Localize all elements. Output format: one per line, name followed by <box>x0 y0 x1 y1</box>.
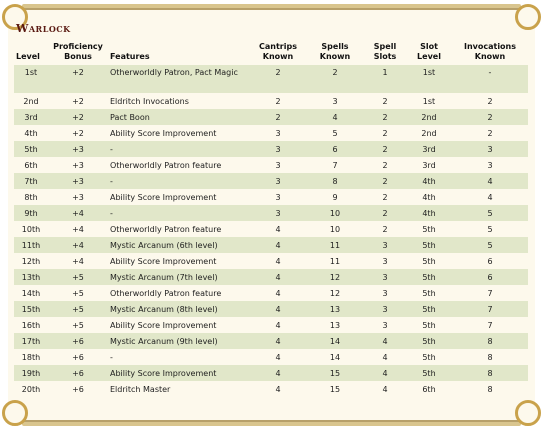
cell-features: - <box>110 176 113 186</box>
corner-ornament <box>515 4 541 30</box>
cell-cantrips: 4 <box>275 272 281 282</box>
table-row <box>14 125 528 141</box>
cell-cantrips: 4 <box>275 352 281 362</box>
stat-block-frame <box>8 8 535 422</box>
cell-features: Ability Score Improvement <box>110 320 217 330</box>
cell-level: 12th <box>21 256 41 266</box>
cell-invocations: 7 <box>487 288 493 298</box>
cell-level: 20th <box>21 384 41 394</box>
table-row <box>14 285 528 301</box>
cell-slot-level: 5th <box>422 272 436 282</box>
cell-slot-level: 5th <box>422 256 436 266</box>
cell-slots: 2 <box>382 208 388 218</box>
cell-level: 13th <box>21 272 41 282</box>
cell-slots: 4 <box>382 352 388 362</box>
cell-cantrips: 4 <box>275 320 281 330</box>
cell-slot-level: 5th <box>422 336 436 346</box>
table-row <box>14 141 528 157</box>
cell-slots: 3 <box>382 272 388 282</box>
cell-bonus: +2 <box>72 68 84 77</box>
cell-bonus: +2 <box>72 96 84 106</box>
cell-slot-level: 5th <box>422 240 436 250</box>
cell-slot-level: 5th <box>422 320 436 330</box>
cell-slot-level: 1st <box>422 96 436 106</box>
cell-slots: 3 <box>382 240 388 250</box>
table-row <box>14 333 528 349</box>
cell-cantrips: 3 <box>275 128 281 138</box>
cell-invocations: 2 <box>487 96 493 106</box>
cell-bonus: +5 <box>72 288 84 298</box>
cell-spells: 2 <box>332 68 338 77</box>
cell-cantrips: 3 <box>275 208 281 218</box>
cell-invocations: 5 <box>487 240 493 250</box>
header-features: Features <box>110 52 150 61</box>
cell-slots: 3 <box>382 320 388 330</box>
cell-slot-level: 3rd <box>422 160 436 170</box>
cell-spells: 15 <box>329 368 341 378</box>
header-slot-level: Slot Level <box>417 42 441 61</box>
cell-slots: 1 <box>382 68 388 77</box>
cell-spells: 13 <box>329 304 341 314</box>
cell-bonus: +2 <box>72 128 84 138</box>
cell-features: Otherworldly Patron feature <box>110 224 222 234</box>
cell-invocations: 3 <box>487 144 493 154</box>
cell-slots: 2 <box>382 96 388 106</box>
cell-invocations: 7 <box>487 320 493 330</box>
cell-bonus: +4 <box>72 256 84 266</box>
table-row <box>14 189 528 205</box>
cell-spells: 13 <box>329 320 341 330</box>
table-row <box>14 205 528 221</box>
table-header-row <box>14 40 528 65</box>
cell-level: 15th <box>21 304 41 314</box>
cell-features: Eldritch Master <box>110 384 171 394</box>
cell-level: 19th <box>21 368 41 378</box>
cell-bonus: +3 <box>72 192 84 202</box>
table-row <box>14 349 528 365</box>
cell-invocations: 4 <box>487 176 493 186</box>
cell-spells: 14 <box>329 336 341 346</box>
cell-features: Pact Boon <box>110 112 150 122</box>
cell-spells: 9 <box>332 192 338 202</box>
cell-slot-level: 6th <box>422 384 436 394</box>
cell-invocations: 4 <box>487 192 493 202</box>
cell-invocations: 3 <box>487 160 493 170</box>
corner-ornament <box>2 400 28 426</box>
cell-cantrips: 3 <box>275 144 281 154</box>
cell-features: Ability Score Improvement <box>110 128 217 138</box>
cell-bonus: +3 <box>72 176 84 186</box>
cell-slot-level: 3rd <box>422 144 436 154</box>
cell-cantrips: 4 <box>275 288 281 298</box>
cell-bonus: +3 <box>72 144 84 154</box>
cell-slot-level: 2nd <box>421 112 437 122</box>
cell-features: - <box>110 144 113 154</box>
cell-slot-level: 5th <box>422 304 436 314</box>
header-proficiency: Proficiency Bonus <box>53 42 103 61</box>
cell-spells: 10 <box>329 224 341 234</box>
cell-cantrips: 4 <box>275 224 281 234</box>
cell-level: 1st <box>24 68 38 77</box>
cell-slot-level: 2nd <box>421 128 437 138</box>
table-row <box>14 365 528 381</box>
cell-features: Otherworldly Patron, Pact Magic <box>110 68 238 77</box>
cell-features: Otherworldly Patron feature <box>110 288 222 298</box>
cell-level: 16th <box>21 320 41 330</box>
cell-spells: 11 <box>329 240 341 250</box>
cell-cantrips: 4 <box>275 336 281 346</box>
cell-cantrips: 3 <box>275 192 281 202</box>
cell-invocations: 2 <box>487 112 493 122</box>
cell-level: 7th <box>24 176 38 186</box>
cell-slots: 4 <box>382 368 388 378</box>
cell-slots: 2 <box>382 128 388 138</box>
cell-bonus: +6 <box>72 352 84 362</box>
cell-slot-level: 1st <box>422 68 436 77</box>
cell-level: 11th <box>21 240 41 250</box>
cell-features: Mystic Arcanum (8th level) <box>110 304 218 314</box>
cell-level: 4th <box>24 128 38 138</box>
table-row <box>14 317 528 333</box>
cell-bonus: +4 <box>72 224 84 234</box>
table-row <box>14 157 528 173</box>
table-row <box>14 109 528 125</box>
cell-level: 10th <box>21 224 41 234</box>
cell-spells: 6 <box>332 144 338 154</box>
cell-invocations: 7 <box>487 304 493 314</box>
cell-bonus: +4 <box>72 208 84 218</box>
cell-level: 2nd <box>23 96 39 106</box>
cell-cantrips: 4 <box>275 368 281 378</box>
cell-cantrips: 2 <box>275 96 281 106</box>
cell-features: - <box>110 208 113 218</box>
cell-invocations: 6 <box>487 272 493 282</box>
cell-bonus: +5 <box>72 304 84 314</box>
cell-invocations: 5 <box>487 224 493 234</box>
cell-level: 3rd <box>24 112 38 122</box>
header-cantrips: Cantrips Known <box>259 42 297 61</box>
cell-spells: 7 <box>332 160 338 170</box>
cell-spells: 5 <box>332 128 338 138</box>
cell-cantrips: 4 <box>275 384 281 394</box>
cell-invocations: 8 <box>487 352 493 362</box>
table-row <box>14 237 528 253</box>
cell-features: Ability Score Improvement <box>110 256 217 266</box>
cell-level: 9th <box>24 208 38 218</box>
cell-bonus: +5 <box>72 320 84 330</box>
cell-features: Ability Score Improvement <box>110 192 217 202</box>
cell-invocations: 6 <box>487 256 493 266</box>
cell-level: 8th <box>24 192 38 202</box>
cell-spells: 4 <box>332 112 338 122</box>
frame-top-edge <box>22 4 521 8</box>
cell-level: 14th <box>21 288 41 298</box>
cell-invocations: 5 <box>487 208 493 218</box>
cell-cantrips: 2 <box>275 68 281 77</box>
cell-level: 5th <box>24 144 38 154</box>
cell-invocations: 8 <box>487 384 493 394</box>
cell-bonus: +6 <box>72 368 84 378</box>
table-row <box>14 65 528 93</box>
cell-bonus: +3 <box>72 160 84 170</box>
cell-features: Ability Score Improvement <box>110 368 217 378</box>
cell-features: - <box>110 352 113 362</box>
cell-bonus: +4 <box>72 240 84 250</box>
cell-slot-level: 4th <box>422 176 436 186</box>
table-row <box>14 93 528 109</box>
cell-slots: 3 <box>382 288 388 298</box>
cell-spells: 8 <box>332 176 338 186</box>
cell-slot-level: 5th <box>422 288 436 298</box>
header-spells: Spells Known <box>319 42 351 61</box>
cell-slots: 3 <box>382 256 388 266</box>
cell-slots: 2 <box>382 160 388 170</box>
cell-bonus: +6 <box>72 384 84 394</box>
cell-slots: 2 <box>382 192 388 202</box>
cell-slots: 4 <box>382 384 388 394</box>
cell-slot-level: 5th <box>422 368 436 378</box>
cell-slot-level: 5th <box>422 224 436 234</box>
cell-spells: 12 <box>329 288 341 298</box>
cell-cantrips: 4 <box>275 256 281 266</box>
cell-slot-level: 4th <box>422 208 436 218</box>
table-row <box>14 173 528 189</box>
header-invocations: Invocations Known <box>463 42 517 61</box>
table-row <box>14 301 528 317</box>
cell-cantrips: 3 <box>275 176 281 186</box>
cell-slots: 2 <box>382 112 388 122</box>
cell-cantrips: 3 <box>275 160 281 170</box>
cell-bonus: +2 <box>72 112 84 122</box>
cell-spells: 15 <box>329 384 341 394</box>
cell-spells: 11 <box>329 256 341 266</box>
cell-level: 17th <box>21 336 41 346</box>
cell-level: 6th <box>24 160 38 170</box>
table-row <box>14 253 528 269</box>
header-level: Level <box>16 52 40 61</box>
table-row <box>14 381 528 397</box>
cell-slot-level: 5th <box>422 352 436 362</box>
cell-spells: 3 <box>332 96 338 106</box>
cell-slots: 2 <box>382 176 388 186</box>
cell-slot-level: 4th <box>422 192 436 202</box>
cell-spells: 10 <box>329 208 341 218</box>
cell-cantrips: 4 <box>275 240 281 250</box>
cell-spells: 12 <box>329 272 341 282</box>
header-slots: Spell Slots <box>373 42 397 61</box>
cell-spells: 14 <box>329 352 341 362</box>
cell-slots: 2 <box>382 144 388 154</box>
cell-slots: 2 <box>382 224 388 234</box>
cell-features: Eldritch Invocations <box>110 96 189 106</box>
cell-bonus: +5 <box>72 272 84 282</box>
cell-invocations: - <box>488 68 492 77</box>
cell-level: 18th <box>21 352 41 362</box>
table-row <box>14 221 528 237</box>
cell-invocations: 2 <box>487 128 493 138</box>
cell-bonus: +6 <box>72 336 84 346</box>
cell-features: Otherworldly Patron feature <box>110 160 222 170</box>
cell-cantrips: 2 <box>275 112 281 122</box>
cell-features: Mystic Arcanum (6th level) <box>110 240 218 250</box>
cell-slots: 3 <box>382 304 388 314</box>
cell-slots: 4 <box>382 336 388 346</box>
cell-invocations: 8 <box>487 336 493 346</box>
cell-features: Mystic Arcanum (9th level) <box>110 336 218 346</box>
table-row <box>14 269 528 285</box>
cell-cantrips: 4 <box>275 304 281 314</box>
warlock-table <box>14 40 528 397</box>
table-title: Warlock <box>16 22 71 35</box>
corner-ornament <box>515 400 541 426</box>
cell-features: Mystic Arcanum (7th level) <box>110 272 218 282</box>
frame-bottom-edge <box>22 422 521 426</box>
cell-invocations: 8 <box>487 368 493 378</box>
